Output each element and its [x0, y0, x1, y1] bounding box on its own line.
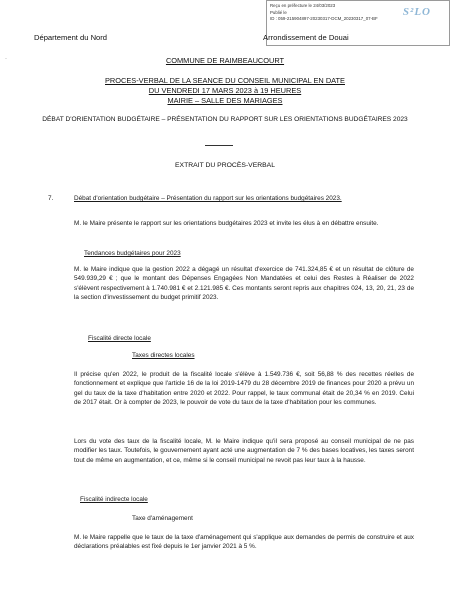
margin-mark: ·: [5, 56, 7, 62]
heading-taxes-directes: Taxes directes locales: [132, 352, 195, 359]
stamp-id-line: ID : 059-215904897-20230317-DCM_20230317_07-BF: [270, 16, 378, 22]
paragraph-amenagement: M. le Maire rappelle que le taux de la taxe d'aménagement qui s'applique aux demandes de permis de construire et aux déclarations préalables est fixé depuis le 1er janvier 2021 à 5 %.: [74, 534, 414, 551]
heading-fiscalite-indirecte: Fiscalité indirecte locale: [80, 496, 148, 503]
divider: [205, 145, 233, 146]
paragraph-tendances: M. le Maire indique que la gestion 2022 a dégagé un résultat d'exercice de 741.324,85 € et un résultat de clôture de 549.939,29 € ; que le montant des Dépenses Engagées Non Mandatées et celui des Restes à Réaliser de 2022 s'élèvent respectivement à 1.740.981 € et 2.121.985 €. Ces montants seront repris aux chapitres 024, 13, 20, 21, 23 de la section d'investissement du budget primitif 2023.: [74, 266, 414, 302]
heading-fiscalite: Fiscalité directe locale: [88, 335, 151, 342]
item-number: 7.: [48, 195, 54, 202]
paragraph-fiscalite: Il précise qu'en 2022, le produit de la fiscalité locale s'élève à 1.549.736 €, soit 56,88 % des recettes réelles de fonctionnement et explique que l'article 16 de la loi 2019-1479 du 28 décembre 2019 de finances pour 2020 a prévu un gel du taux de la taxe d'habitation entre 2020 et 2022. Pour rappel, le taux communal était de 20,34 % en 2019. Celui de 2017 était. Or à compter de 2023, le pouvoir de vote du taux de la taxe d'habitation pour les communes.: [74, 371, 414, 407]
s2lo-logo: S²LO: [402, 6, 431, 18]
stamp-published-line: Publié le: [270, 9, 287, 15]
subject-line: DÉBAT D'ORIENTATION BUDGÉTAIRE – PRÉSENTATION DU RAPPORT SUR LES ORIENTATIONS BUDGÉTAIRES 2023: [42, 116, 408, 123]
heading-taxe-amenagement: Taxe d'aménagement: [132, 515, 193, 522]
header-arrondissement: Arrondissement de Douai: [263, 33, 349, 42]
pv-title-line1: PROCES-VERBAL DE LA SEANCE DU CONSEIL MUNICIPAL EN DATE: [105, 76, 345, 85]
extract-title: EXTRAIT DU PROCÈS-VERBAL: [175, 162, 275, 169]
paragraph-taux: Lors du vote des taux de la fiscalité locale, M. le Maire indique qu'il sera proposé au conseil municipal de ne pas modifier les taux. Toutefois, le gouvernement ayant acté une augmentation de 7 % des bases locatives, les taxes seront tout de même en augmentation, et ce, même si le conseil municipal ne revoit pas leur taux à la hausse.: [74, 438, 414, 464]
pv-title-line2: DU VENDREDI 17 MARS 2023 à 19 HEURES: [148, 86, 302, 95]
pv-title-line3: MAIRIE – SALLE DES MARIAGES: [167, 96, 283, 105]
paragraph-intro: M. le Maire présente le rapport sur les orientations budgétaires 2023 et invite les élus à en débattre ensuite.: [74, 220, 379, 227]
heading-tendances: Tendances budgétaires pour 2023: [84, 250, 181, 257]
header-department: Département du Nord: [34, 33, 108, 42]
stamp-received-line: Reçu en préfecture le 24/03/2023: [270, 3, 336, 8]
item-title: Débat d'orientation budgétaire – Présentation du rapport sur les orientations budgétaires 2023.: [74, 195, 342, 202]
commune-title: COMMUNE DE RAIMBEAUCOURT: [165, 56, 285, 65]
